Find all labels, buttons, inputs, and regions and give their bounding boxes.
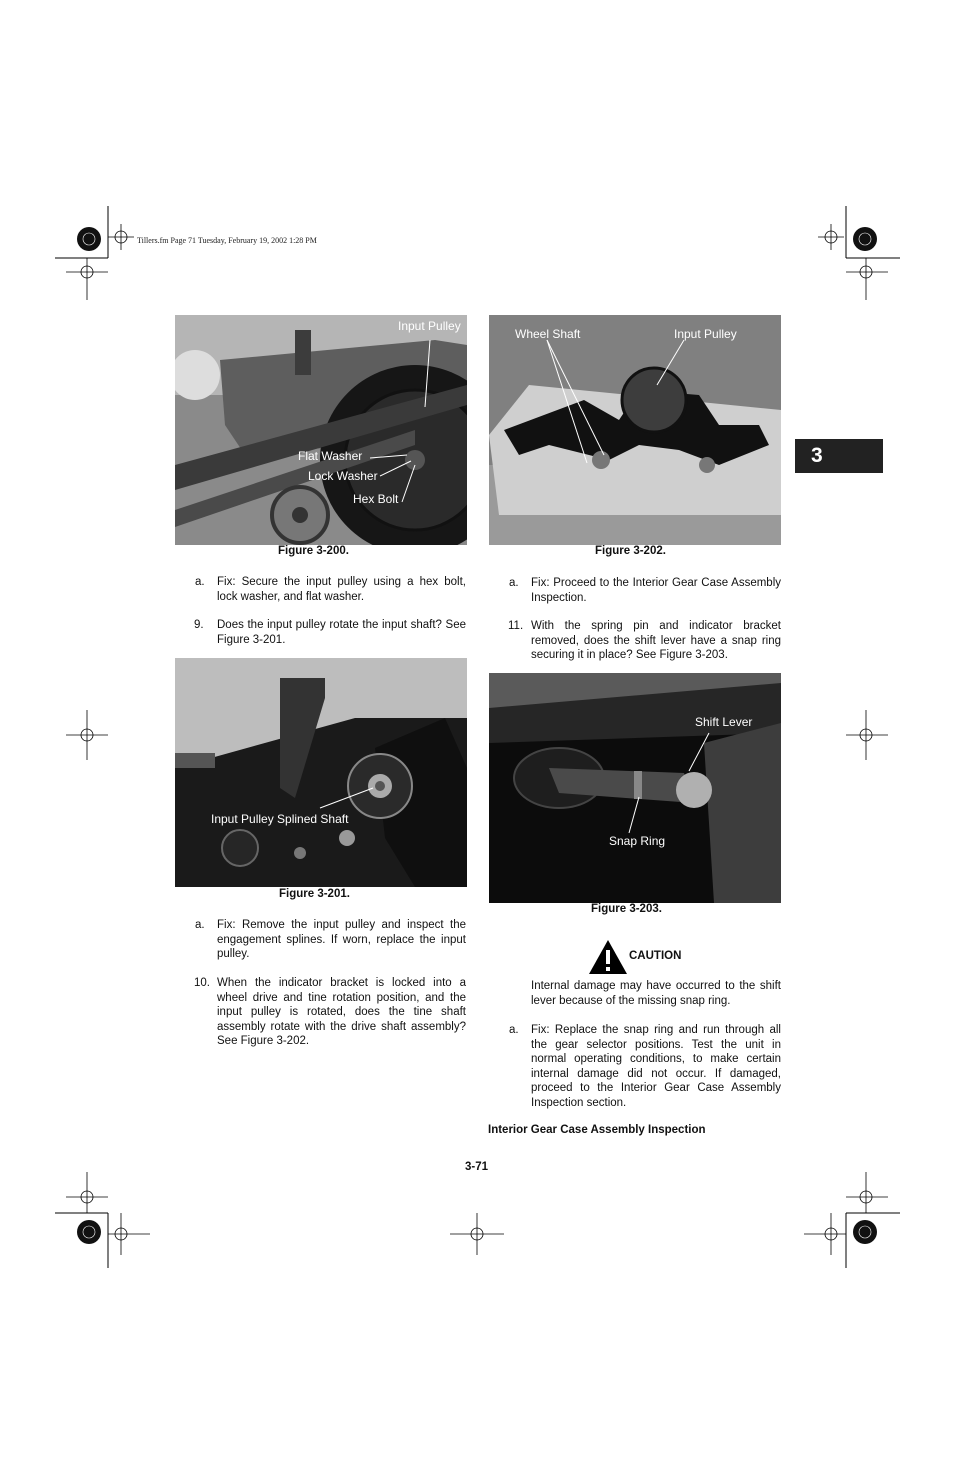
fix-secure-input-pulley: a. Fix: Secure the input pulley using a hex bolt, lock washer, and flat washer. <box>195 576 466 603</box>
caution-text: Internal damage may have occurred to the shift lever because of the missing snap ring. <box>531 980 781 1007</box>
fix-replace-snap-ring: a. Fix: Replace the snap ring and run through all the gear selector positions. Test the unit in normal operating conditions, to make certain internal damage did not occur. If damaged, proceed to the Interior Gear Case Assembly Inspection section. <box>509 1024 781 1109</box>
fix-remove-input-pulley: a. Fix: Remove the input pulley and inspect the engagement splines. If worn, replace the input pulley. <box>195 919 466 961</box>
caution-label: CAUTION <box>629 950 682 962</box>
label-snap-ring: Snap Ring <box>609 834 666 848</box>
fix-proceed-gear-case: a. Fix: Proceed to the Interior Gear Case Assembly Inspection. <box>509 577 781 604</box>
figure-202-photo <box>489 315 781 545</box>
label-hex-bolt: Hex Bolt <box>353 492 399 506</box>
figure-200-photo <box>175 315 467 545</box>
list-marker: a. <box>509 577 519 589</box>
figure-200-caption: Figure 3-200. <box>278 545 349 557</box>
step-11: 11. With the spring pin and indicator bracket removed, does the shift lever have a snap ring securing it in place? See Figure 3-203. <box>508 620 781 662</box>
list-marker: a. <box>195 919 205 931</box>
file-header-stamp: Tillers.fm Page 71 Tuesday, February 19, 2002 1:28 PM <box>137 236 317 245</box>
warning-triangle-icon <box>587 938 629 976</box>
list-marker: 9. <box>194 619 204 631</box>
label-shift-lever: Shift Lever <box>695 715 753 729</box>
list-marker: a. <box>195 576 205 588</box>
chapter-tab: 3 <box>795 439 883 473</box>
figure-201-caption: Figure 3-201. <box>279 888 350 900</box>
figure-203-caption: Figure 3-203. <box>591 903 662 915</box>
label-splined-shaft: Input Pulley Splined Shaft <box>211 812 349 826</box>
label-input-pulley: Input Pulley <box>398 319 461 333</box>
figure-201-photo <box>175 658 467 887</box>
step-9: 9. Does the input pulley rotate the input shaft? See Figure 3-201. <box>194 619 466 646</box>
figure-203-photo <box>489 673 781 903</box>
label-input-pulley: Input Pulley <box>674 327 737 341</box>
list-marker: 10. <box>194 977 210 989</box>
list-marker: a. <box>509 1024 519 1036</box>
section-heading: Interior Gear Case Assembly Inspection <box>488 1124 706 1136</box>
label-wheel-shaft: Wheel Shaft <box>515 327 581 341</box>
label-lock-washer: Lock Washer <box>308 469 378 483</box>
page-number: 3-71 <box>465 1161 489 1173</box>
list-marker: 11. <box>508 620 524 632</box>
figure-202-caption: Figure 3-202. <box>595 545 666 557</box>
step-10: 10. When the indicator bracket is locked into a wheel drive and tine rotation position, and the input pulley is rotated, does the tine shaft assembly rotate with the drive shaft assembly? See Figure 3-202. <box>194 977 466 1048</box>
label-flat-washer: Flat Washer <box>298 449 363 463</box>
